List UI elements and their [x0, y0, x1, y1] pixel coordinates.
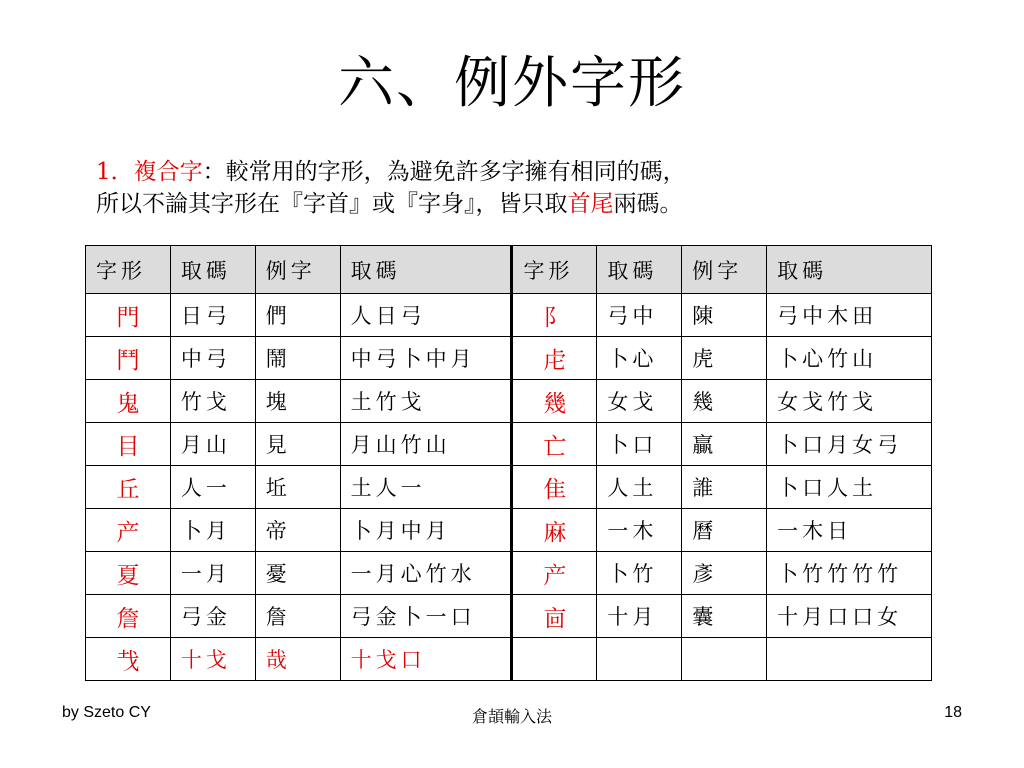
table-cell: 卜心竹山 [767, 337, 932, 380]
table-cell: 弓中木田 [767, 294, 932, 337]
shape-cell: 丘 [86, 466, 171, 509]
shape-cell: 目 [86, 423, 171, 466]
column-header: 字形 [86, 246, 171, 294]
intro-line1-rest: ：較常用的字形，為避免許多字擁有相同的碼， [202, 159, 686, 185]
table-cell: 十月口口女 [767, 595, 932, 638]
table-cell: 土竹戈 [340, 380, 512, 423]
table-cell: 誰 [682, 466, 767, 509]
intro-line2-red: 首尾 [567, 191, 614, 217]
intro-line2-post: 兩碼。 [613, 191, 683, 217]
table-cell: 卜口 [597, 423, 682, 466]
table-cell: 卜月中月 [340, 509, 512, 552]
table-cell: 卜心 [597, 337, 682, 380]
column-header: 取碼 [767, 246, 932, 294]
table-cell: 一月心竹水 [340, 552, 512, 595]
shape-cell: 隹 [512, 466, 597, 509]
footer-course: 倉頡輸入法 [471, 707, 552, 726]
shape-cell: 产 [86, 509, 171, 552]
table-cell [597, 638, 682, 681]
table-cell: 十戈 [170, 638, 255, 681]
slide-title: 六、例外字形 [338, 51, 686, 116]
footer-page-number: 18 [944, 704, 962, 721]
table-cell: 弓中 [597, 294, 682, 337]
table-cell: 中弓 [170, 337, 255, 380]
table-cell [767, 638, 932, 681]
table-cell: 陳 [682, 294, 767, 337]
table-cell: 曆 [682, 509, 767, 552]
table-cell: 女戈 [597, 380, 682, 423]
table-cell: 卜竹 [597, 552, 682, 595]
table-cell: 月山 [170, 423, 255, 466]
table-row [86, 380, 932, 423]
table-cell: 十戈口 [340, 638, 512, 681]
table-row [86, 638, 932, 681]
table-cell: 卜竹竹竹竹 [767, 552, 932, 595]
shape-cell: 亡 [512, 423, 597, 466]
table-row [86, 552, 932, 595]
table-cell: 們 [255, 294, 340, 337]
shape-cell: 阝 [512, 294, 597, 337]
shape-cell: 虍 [512, 337, 597, 380]
table-cell: 人土 [597, 466, 682, 509]
shape-cell: 鬥 [86, 337, 171, 380]
table-cell: 十月 [597, 595, 682, 638]
table-cell: 鬧 [255, 337, 340, 380]
table-row [86, 466, 932, 509]
table-cell: 土人一 [340, 466, 512, 509]
table-row [86, 509, 932, 552]
exception-shapes-table [85, 245, 932, 681]
table-body [86, 294, 932, 681]
table-cell: 虎 [682, 337, 767, 380]
table-cell: 憂 [255, 552, 340, 595]
intro-number: 1． [96, 159, 134, 185]
table-cell: 弓金卜一口 [340, 595, 512, 638]
shape-cell [512, 638, 597, 681]
shape-cell: 产 [512, 552, 597, 595]
table-cell: 詹 [255, 595, 340, 638]
table-cell: 塊 [255, 380, 340, 423]
intro-line2-pre: 所以不論其字形在『字首』或『字身』，皆只取 [96, 191, 568, 217]
table-cell: 囊 [682, 595, 767, 638]
table-cell: 見 [255, 423, 340, 466]
shape-cell: 麻 [512, 509, 597, 552]
column-header: 例字 [255, 246, 340, 294]
column-header: 取碼 [340, 246, 512, 294]
shape-cell: 鬼 [86, 380, 171, 423]
shape-cell: 詹 [86, 595, 171, 638]
shape-cell: 𢦏 [86, 638, 171, 681]
table-cell: 弓金 [170, 595, 255, 638]
table-cell: 女戈竹戈 [767, 380, 932, 423]
column-header: 取碼 [170, 246, 255, 294]
table-cell [682, 638, 767, 681]
table-cell: 卜口月女弓 [767, 423, 932, 466]
intro-term: 複合字 [133, 159, 203, 185]
shape-cell: 門 [86, 294, 171, 337]
table-row [86, 337, 932, 380]
column-header: 字形 [512, 246, 597, 294]
table-cell: 幾 [682, 380, 767, 423]
table-cell: 一木日 [767, 509, 932, 552]
column-header: 取碼 [597, 246, 682, 294]
table-cell: 坵 [255, 466, 340, 509]
table-cell: 哉 [255, 638, 340, 681]
intro-line-2 [96, 188, 956, 220]
shape-cell: 幾 [512, 380, 597, 423]
table-row [86, 423, 932, 466]
table-cell: 人日弓 [340, 294, 512, 337]
table-cell: 彥 [682, 552, 767, 595]
table-row [86, 294, 932, 337]
shape-cell: 夏 [86, 552, 171, 595]
table-cell: 月山竹山 [340, 423, 512, 466]
table-cell: 卜月 [170, 509, 255, 552]
table-cell: 一月 [170, 552, 255, 595]
footer-author: by Szeto CY [62, 704, 151, 721]
intro-text [96, 156, 956, 220]
table-cell: 贏 [682, 423, 767, 466]
table-cell: 卜口人土 [767, 466, 932, 509]
column-header: 例字 [682, 246, 767, 294]
table-cell: 日弓 [170, 294, 255, 337]
shape-cell: 㐭 [512, 595, 597, 638]
table-cell: 竹戈 [170, 380, 255, 423]
table-cell: 人一 [170, 466, 255, 509]
table-row [86, 595, 932, 638]
table-header-row [86, 246, 932, 294]
table-cell: 中弓卜中月 [340, 337, 512, 380]
table-cell: 帝 [255, 509, 340, 552]
table-cell: 一木 [597, 509, 682, 552]
intro-line-1 [96, 156, 956, 188]
